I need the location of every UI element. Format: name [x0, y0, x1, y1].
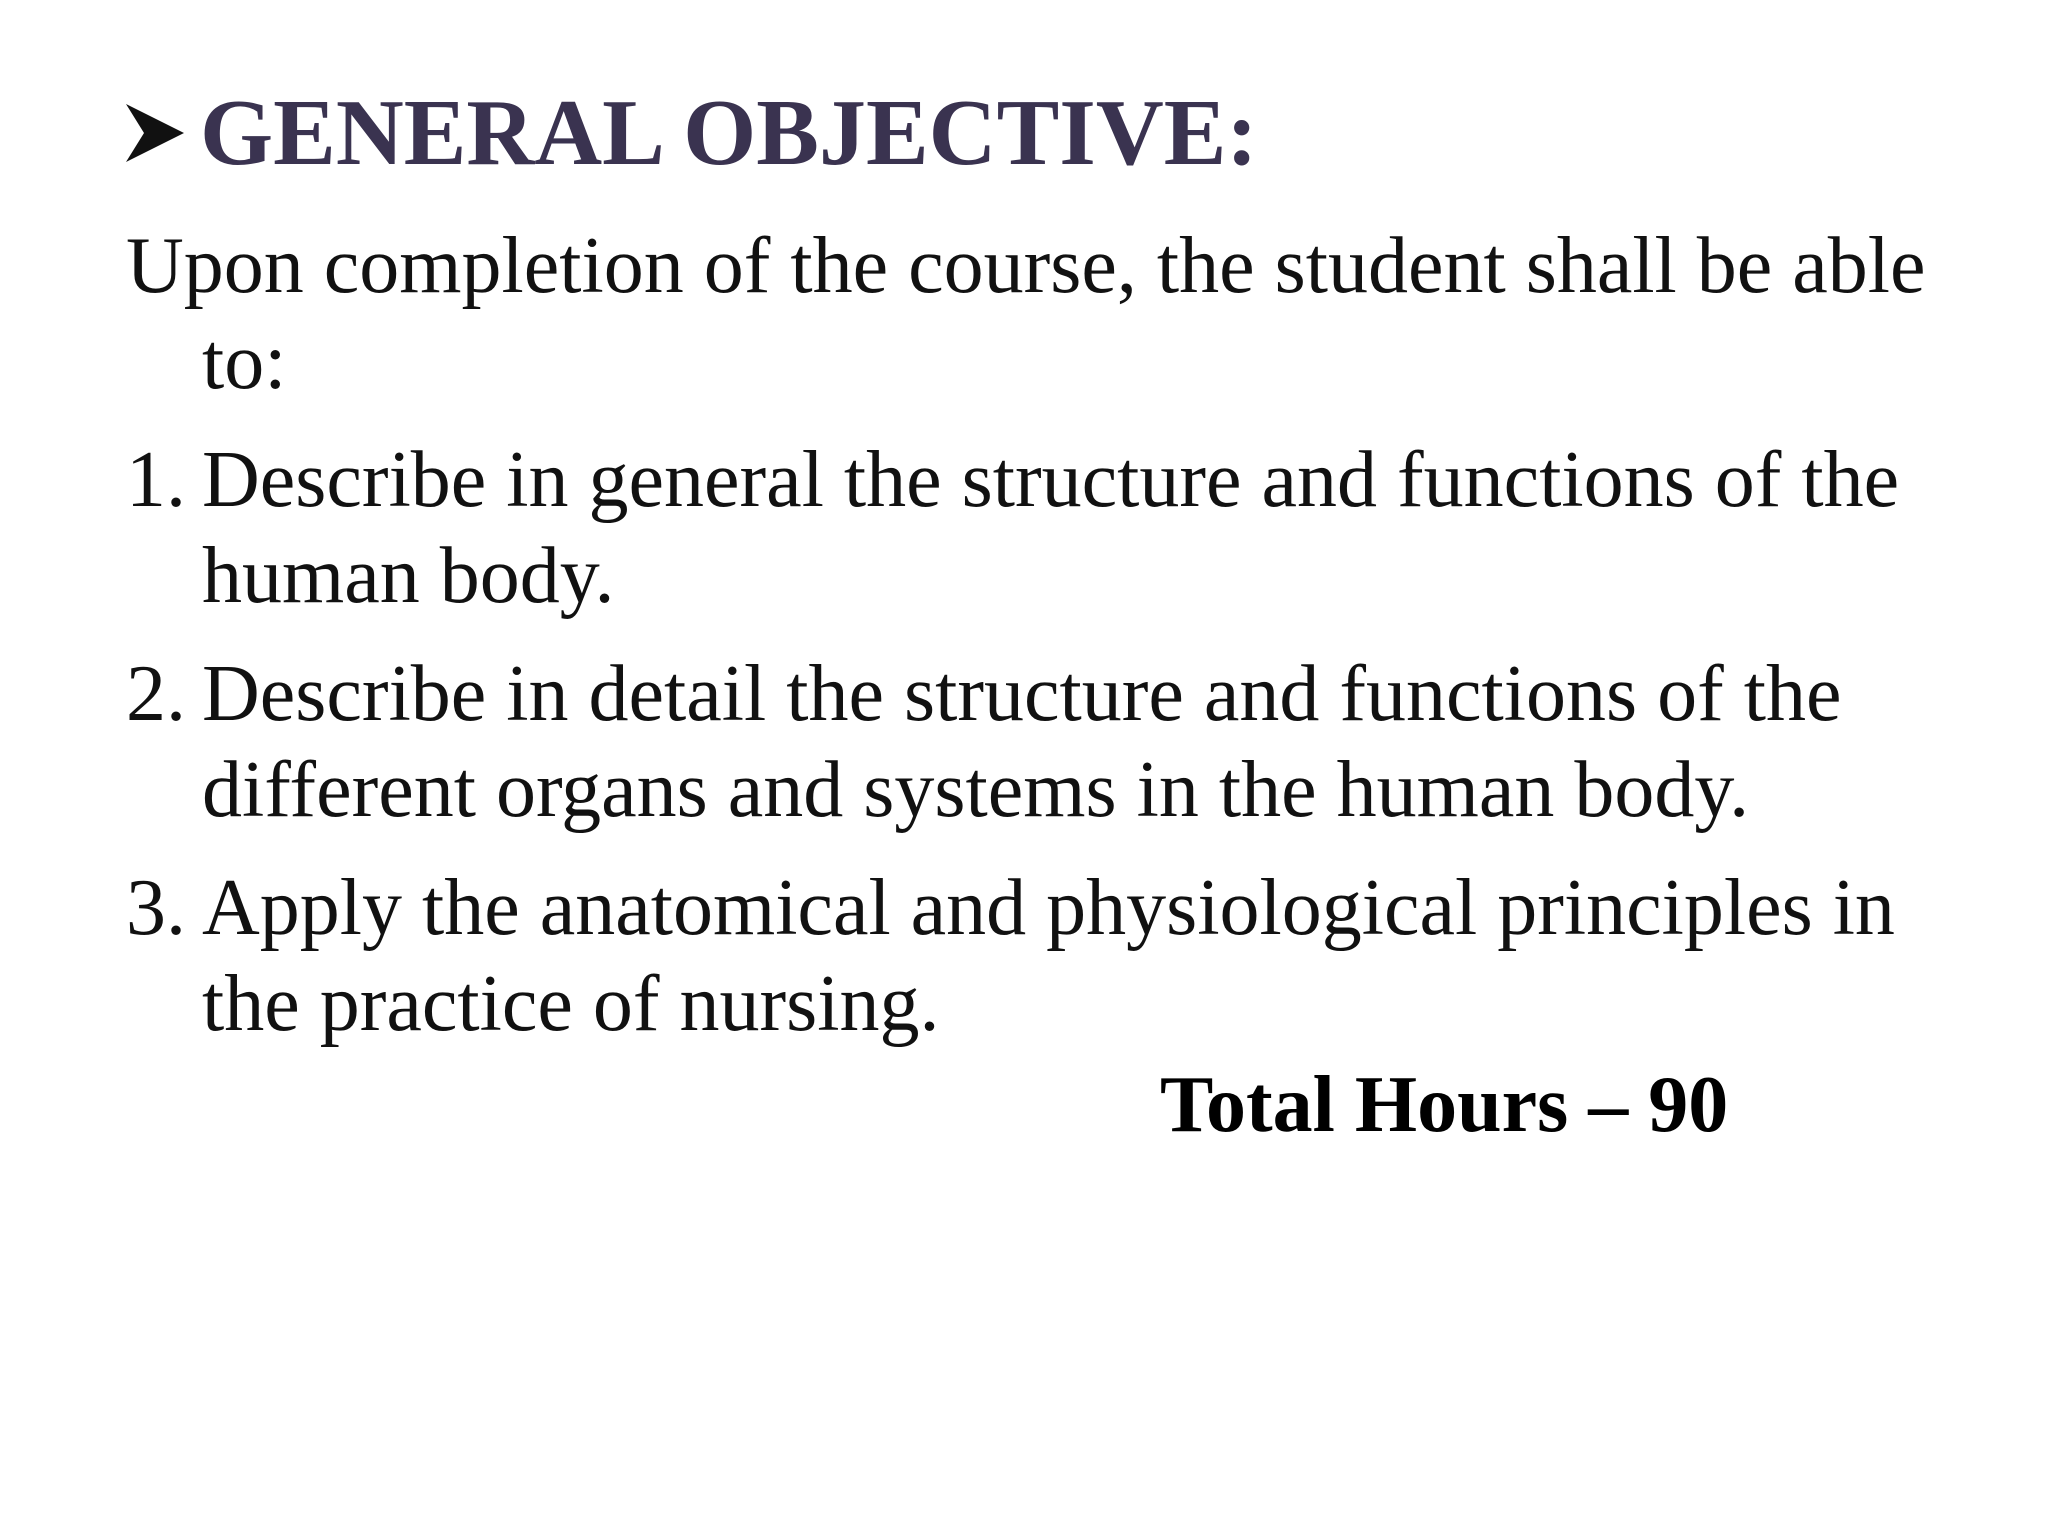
objectives-body: [126, 218, 1986, 1074]
objective-number: 1.: [126, 436, 186, 524]
objective-number: 2.: [126, 650, 186, 738]
objective-text: Describe in general the structure and functions of the human body.: [202, 436, 1900, 620]
heading-title: GENERAL OBJECTIVE:: [200, 81, 1258, 185]
intro-text: Upon completion of the course, the student shall be able to:: [126, 222, 1926, 406]
objective-item: [126, 646, 1986, 838]
objective-text: Describe in detail the structure and functions of the different organs and systems in the human body.: [202, 650, 1842, 834]
objective-item: [126, 860, 1986, 1052]
arrow-bullet-icon: [124, 100, 186, 166]
objective-number: 3.: [126, 864, 186, 952]
total-hours: Total Hours – 90: [1160, 1061, 1729, 1149]
objective-text: Apply the anatomical and physiological principles in the practice of nursing.: [202, 864, 1895, 1048]
heading: [124, 81, 1258, 185]
objective-item: [126, 432, 1986, 624]
